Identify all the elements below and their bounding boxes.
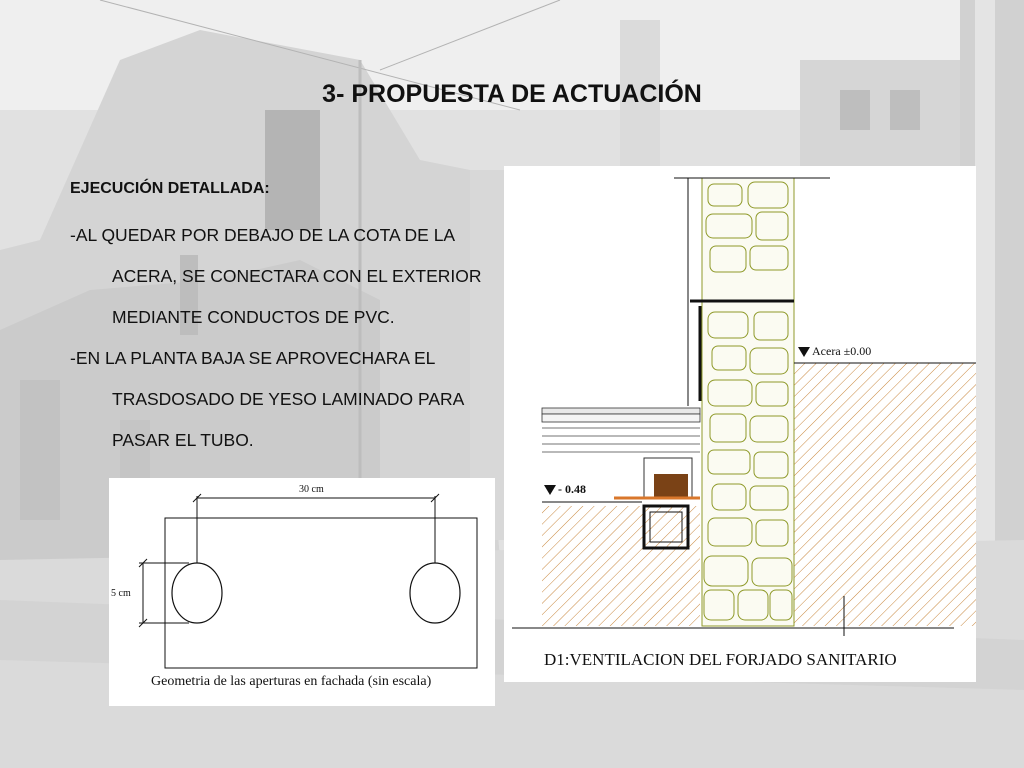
section-drawing-svg xyxy=(504,166,976,682)
floor-level-label: - 0.48 xyxy=(558,482,586,496)
bullet-first-line: -EN LA PLANTA BAJA SE APROVECHARA EL xyxy=(70,348,436,368)
bullet-item xyxy=(70,338,510,461)
facade-openings-drawing xyxy=(109,478,495,706)
bullet-continuation-line: TRASDOSADO DE YESO LAMINADO PARA xyxy=(112,389,465,409)
bullet-continuation-line: PASAR EL TUBO. xyxy=(112,430,254,450)
bullet-first-line: -AL QUEDAR POR DEBAJO DE LA COTA DE LA xyxy=(70,225,456,245)
bullet-continuation-line: ACERA, SE CONECTARA CON EL EXTERIOR xyxy=(112,266,482,286)
facade-caption: Geometria de las aperturas en fachada (sin escala) xyxy=(151,674,432,689)
bullet-continuation-line: MEDIANTE CONDUCTOS DE PVC. xyxy=(112,307,395,327)
section-detail-drawing xyxy=(504,166,976,682)
slide-title: 3- PROPUESTA DE ACTUACIÓN xyxy=(322,80,702,108)
body-text xyxy=(70,180,510,461)
opening-right xyxy=(410,563,460,623)
facade-drawing-svg xyxy=(109,478,495,706)
opening-left xyxy=(172,563,222,623)
height-dimension-label: 5 cm xyxy=(111,588,131,599)
section-caption: D1:VENTILACION DEL FORJADO SANITARIO xyxy=(544,650,897,669)
width-dimension-label: 30 cm xyxy=(299,484,324,495)
sidewalk-level-label: Acera ±0.00 xyxy=(812,344,872,358)
bullet-item xyxy=(70,215,510,338)
section-heading: EJECUCIÓN DETALLADA: xyxy=(70,180,270,197)
